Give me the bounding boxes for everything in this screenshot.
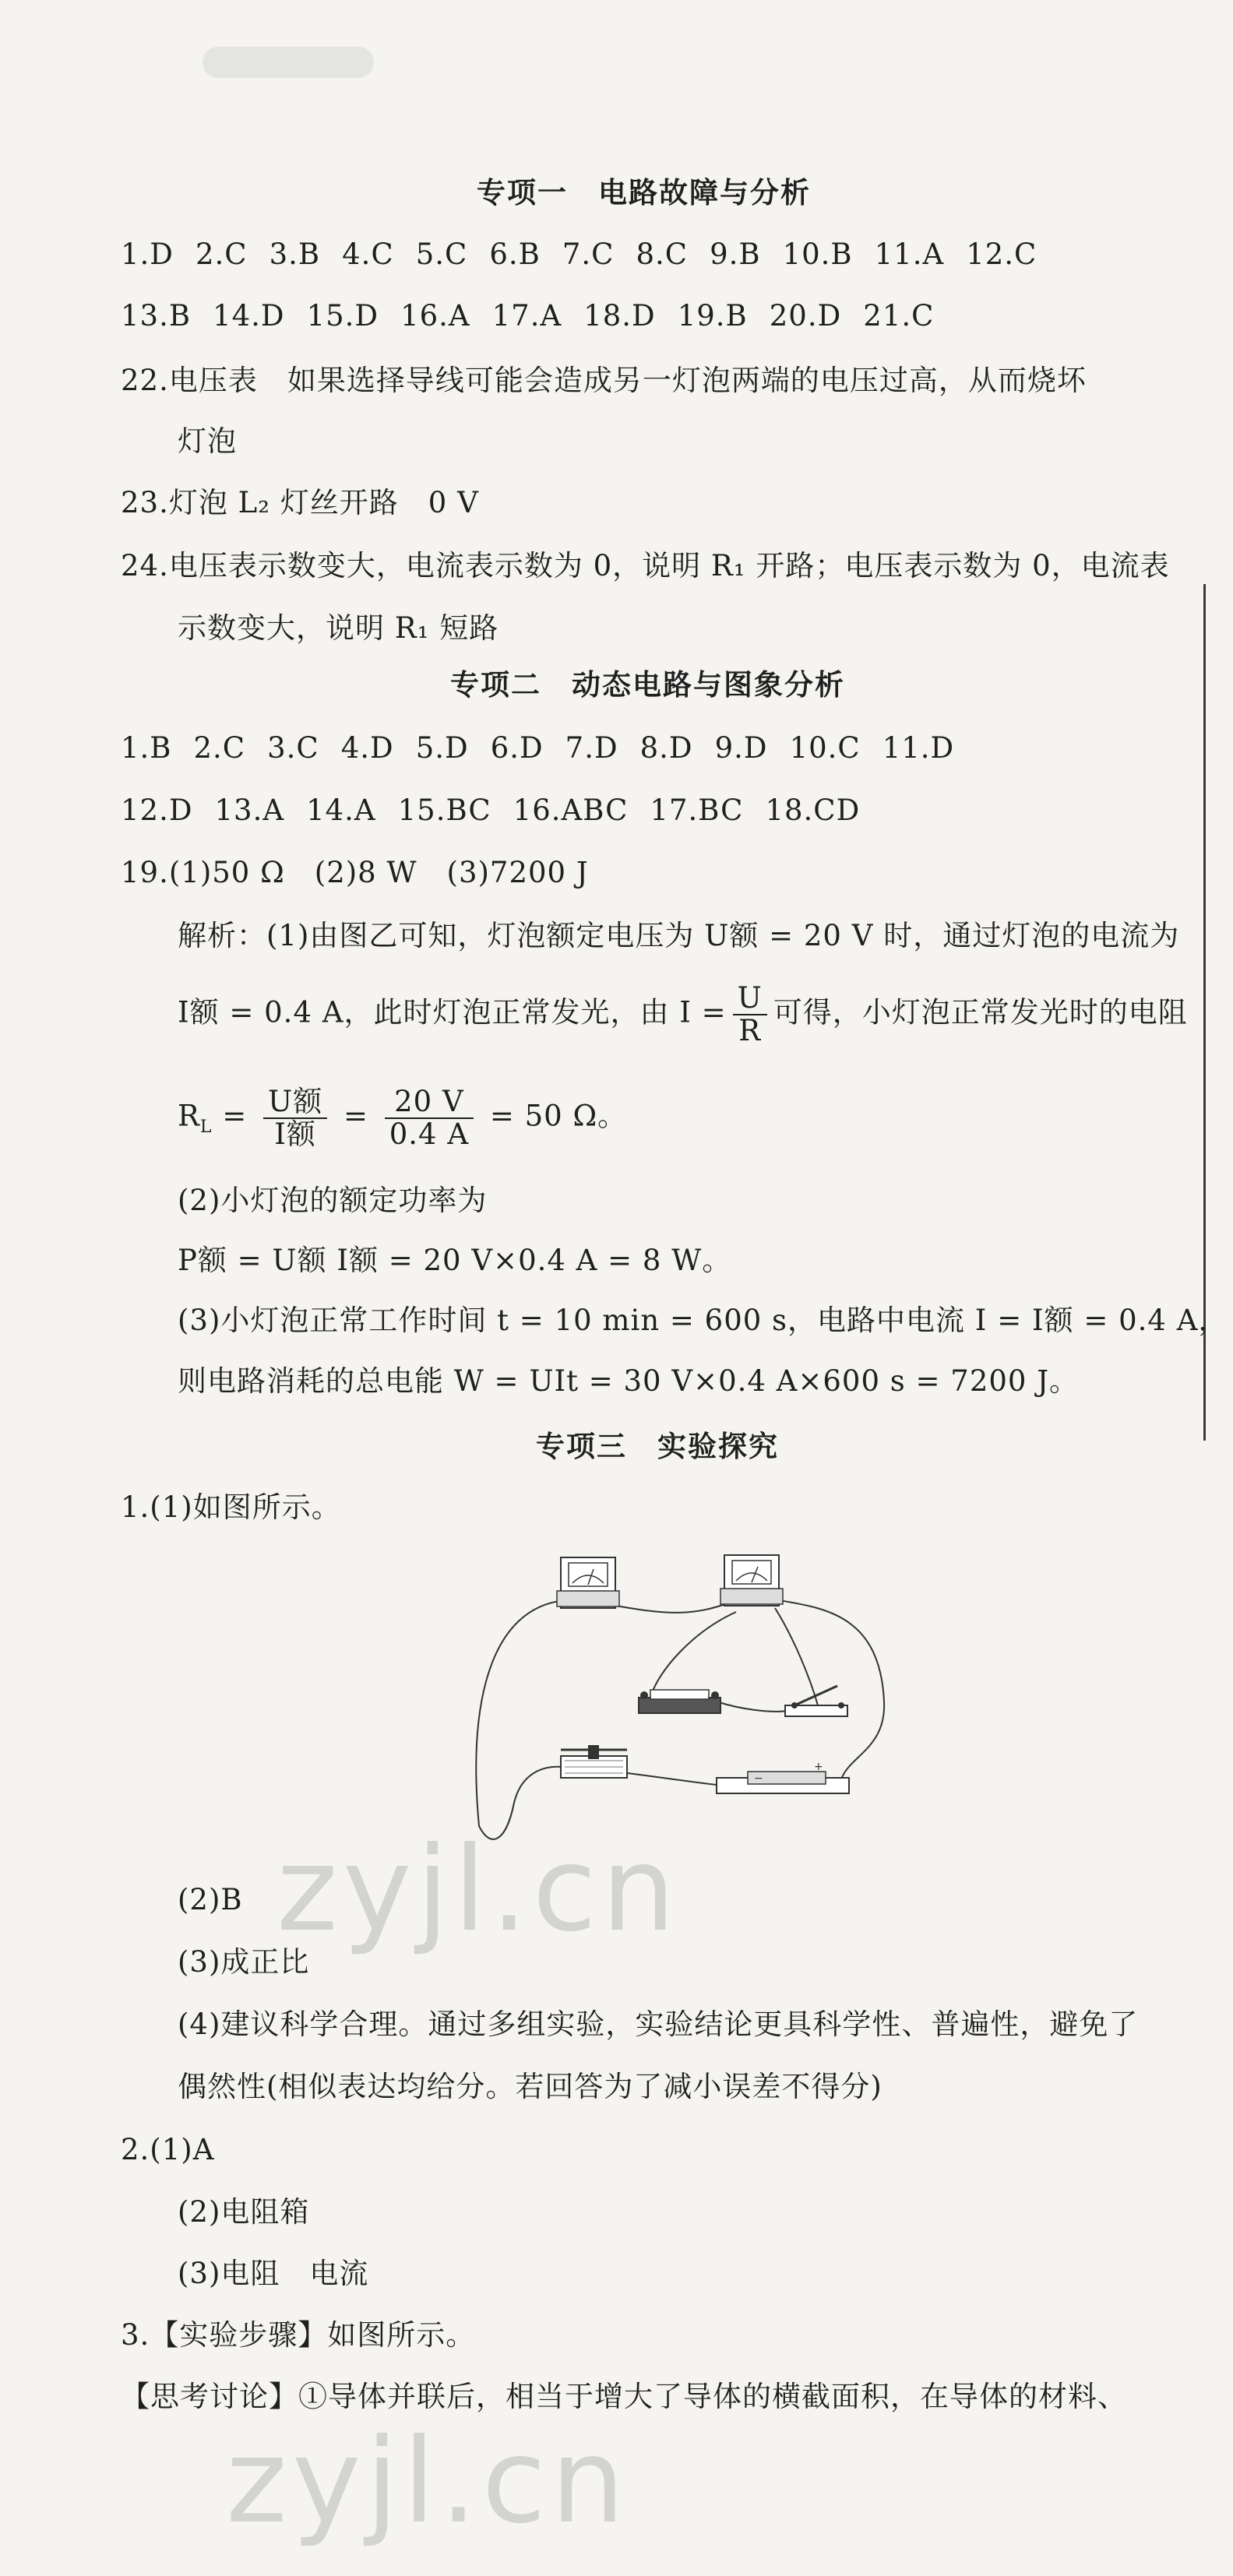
analysis-text: I额 = 0.4 A，此时灯泡正常发光，由 I = xyxy=(178,995,727,1029)
svg-text:−: − xyxy=(754,1772,763,1785)
analysis-line1: 解析：(1)由图乙可知，灯泡额定电压为 U额 = 20 V 时，通过灯泡的电流为 xyxy=(178,919,1180,952)
q19: 19.(1)50 Ω (2)8 W (3)7200 J xyxy=(121,856,589,889)
answer-item: 4.D xyxy=(340,731,394,765)
fraction-denominator: R xyxy=(738,1014,762,1047)
svg-text:+: + xyxy=(814,1761,823,1773)
q1-4-line1: (4)建议科学合理。通过多组实验，实验结论更具科学性、普遍性，避免了 xyxy=(178,2008,1139,2041)
q2-2: (2)电阻箱 xyxy=(178,2195,310,2229)
fraction-denominator: I额 xyxy=(274,1117,316,1151)
q24-line2: 示数变大，说明 R₁ 短路 xyxy=(178,611,499,645)
answer-item: 14.A xyxy=(306,794,376,827)
section3-title: 专项三 实验探究 xyxy=(536,1429,779,1463)
part2-line1: (2)小灯泡的额定功率为 xyxy=(178,1184,488,1217)
answer-item: 14.D xyxy=(213,299,285,333)
wire xyxy=(476,1600,569,1839)
ammeter xyxy=(557,1557,619,1608)
answer-item: 18.D xyxy=(583,299,656,333)
symbol-subscript: L xyxy=(199,1117,213,1137)
answer-item: 2.C xyxy=(195,238,248,271)
wire xyxy=(717,1701,787,1712)
analysis-line3 xyxy=(178,1086,627,1150)
q24-line1: 24.电压表示数变大，电流表示数为 0，说明 R₁ 开路；电压表示数为 0，电流表 xyxy=(121,549,1170,582)
q1-2: (2)B xyxy=(178,1883,243,1916)
fraction-numerator: U xyxy=(733,983,767,1015)
answer-item: 11.A xyxy=(874,238,945,271)
fraction-u-over-r xyxy=(733,983,767,1047)
answer-item: 5.D xyxy=(415,731,469,765)
voltmeter xyxy=(720,1555,783,1606)
answer-item: 3.B xyxy=(269,238,321,271)
part3-line1: (3)小灯泡正常工作时间 t = 10 min = 600 s，电路中电流 I = I额 = 0.4 A， xyxy=(178,1304,1228,1337)
fraction-numerator: U额 xyxy=(263,1086,327,1119)
fraction-values xyxy=(385,1086,474,1150)
answer-item: 16.ABC xyxy=(513,794,629,827)
section1-answers-row1 xyxy=(121,236,1059,273)
wire xyxy=(775,1608,818,1705)
rheostat xyxy=(561,1745,627,1778)
answer-item: 1.D xyxy=(121,238,174,271)
answer-item: 18.CD xyxy=(765,794,861,827)
answer-item: 6.D xyxy=(490,731,544,765)
fraction-numerator: 20 V xyxy=(385,1086,474,1119)
q3-1: 3.【实验步骤】如图所示。 xyxy=(121,2318,476,2352)
answer-item: 10.B xyxy=(782,238,853,271)
answer-item: 1.B xyxy=(121,731,172,765)
fraction-denominator: 0.4 A xyxy=(389,1117,470,1151)
answer-item: 13.A xyxy=(214,794,285,827)
answer-item: 17.BC xyxy=(650,794,744,827)
resistor-holder xyxy=(639,1690,720,1713)
result: = 50 Ω。 xyxy=(489,1099,628,1133)
analysis-text: 可得，小灯泡正常发光时的电阻 xyxy=(773,995,1188,1029)
equals: = xyxy=(343,1099,368,1133)
answer-item: 7.C xyxy=(562,238,615,271)
answer-item: 4.C xyxy=(342,238,394,271)
analysis-line2 xyxy=(178,983,1188,1047)
part2-line2: P额 = U额 I额 = 20 V×0.4 A = 8 W。 xyxy=(178,1244,732,1277)
q2-1: 2.(1)A xyxy=(121,2133,215,2166)
answer-item: 15.D xyxy=(306,299,379,333)
q22-line2: 灯泡 xyxy=(178,424,237,458)
section2-answers-row1 xyxy=(121,730,976,767)
section2-title: 专项二 动态电路与图象分析 xyxy=(450,667,845,702)
q1-3: (3)成正比 xyxy=(178,1945,310,1979)
answer-item: 2.C xyxy=(193,731,246,765)
q3-2: 【思考讨论】①导体并联后，相当于增大了导体的横截面积，在导体的材料、 xyxy=(121,2380,1127,2413)
answer-item: 17.A xyxy=(491,299,562,333)
watermark: zyjl.cn xyxy=(277,1822,681,1958)
q23: 23.灯泡 L₂ 灯丝开路 0 V xyxy=(121,486,479,519)
answer-item: 11.D xyxy=(882,731,955,765)
answer-item: 8.D xyxy=(639,731,693,765)
wire xyxy=(608,1602,732,1613)
watermark: zyjl.cn xyxy=(226,2414,630,2550)
q1-1: 1.(1)如图所示。 xyxy=(121,1490,341,1524)
q1-4-line2: 偶然性(相似表达均给分。若回答为了减小误差不得分) xyxy=(178,2070,882,2103)
answer-item: 9.B xyxy=(710,238,761,271)
scan-smudge xyxy=(203,47,374,78)
answer-item: 12.C xyxy=(966,238,1037,271)
answer-item: 5.C xyxy=(415,238,468,271)
symbol-r: R xyxy=(178,1099,200,1133)
fraction-u-over-i xyxy=(263,1086,327,1150)
answer-item: 6.B xyxy=(489,238,541,271)
q2-3: (3)电阻 电流 xyxy=(178,2257,369,2290)
answer-item: 20.D xyxy=(769,299,842,333)
section2-answers-row2 xyxy=(121,792,882,829)
answer-item: 15.BC xyxy=(397,794,491,827)
answer-item: 21.C xyxy=(863,299,935,333)
section1-answers-row2 xyxy=(121,297,956,335)
answer-item: 16.A xyxy=(400,299,470,333)
answer-item: 10.C xyxy=(789,731,861,765)
part3-line2: 则电路消耗的总电能 W = UIt = 30 V×0.4 A×600 s = 7200 J。 xyxy=(178,1364,1080,1398)
battery xyxy=(717,1761,849,1793)
section1-title: 专项一 电路故障与分析 xyxy=(477,175,811,209)
equals: = xyxy=(222,1099,248,1133)
answer-item: 7.D xyxy=(565,731,618,765)
answer-item: 9.D xyxy=(714,731,768,765)
answer-item: 12.D xyxy=(121,794,193,827)
answer-item: 3.C xyxy=(267,731,319,765)
answer-item: 8.C xyxy=(636,238,689,271)
answer-item: 19.B xyxy=(677,299,748,333)
q22-line1: 22.电压表 如果选择导线可能会造成另一灯泡两端的电压过高，从而烧坏 xyxy=(121,364,1087,397)
circuit-diagram xyxy=(460,1546,896,1849)
wire xyxy=(650,1612,736,1698)
answer-item: 13.B xyxy=(121,299,192,333)
